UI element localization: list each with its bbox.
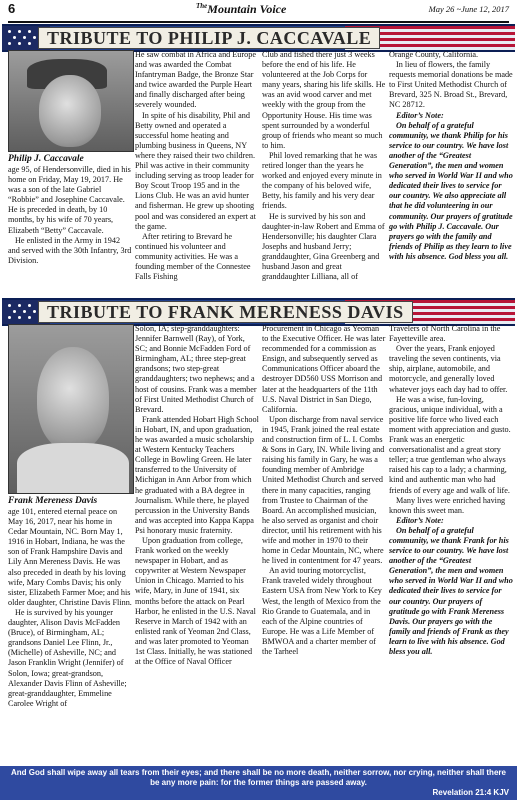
paragraph: Over the years, Frank enjoyed traveling the seven continents, via ship, airplane, automobile, and motorcycle, and generally loved whatever joys each day had to offer. [389, 344, 508, 394]
paragraph: Club and fished there just 3 weeks before the end of his life. He volunteered at the Job Corps for many years, sharing his life skills. He was an avid wood carver and met weekly with the group from the Opportunity House. His time was spent surrounded by a wonderful group of friends who meant so much to him. [262, 50, 386, 150]
paragraph: Procurement in Chicago as Yeoman to the Executive Officer. He was later recommended for a commission as Ensign, and subsequently served as Communications Officer aboard the destroyer DD560 USS Morrison and later at the headquarters of the 11th U.S. Naval District in San Diego, California. [262, 324, 386, 414]
paragraph: Upon discharge from naval service in 1945, Frank joined the real estate and construction firm of L. I. Combs & Sons in Gary, IN. While living and raising his family in Gary, he was a founding member of Ambridge United Methodist Church and served there in many capacities, ranging from Trustee to Chairman of the Board. An accomplished musician, he also served as organist and choir director, until his retirement with his wife and mother in 1970 to their home in Cedar Mountain, NC, where he lived in contentment for 47 years. [262, 414, 385, 566]
scripture-footer [0, 766, 517, 800]
page-number: 6 [8, 1, 16, 16]
header-rule [8, 21, 509, 23]
article2-column-1 [8, 324, 132, 709]
paragraph: Solon, IA; step-granddaughters: Jennifer Barnwell (Ray), of York, SC; and Bonnie McFadden Ford of Birmingham, AL; three step-great grandsons; two step-great granddaughters; two nephews; and a host of cousins. Frank was a member of First United Methodist Church of Brevard. [135, 324, 257, 414]
article2-column-2 [135, 324, 259, 667]
article1-column-3 [262, 50, 386, 282]
portrait-photo [8, 324, 134, 494]
paragraph: age 101, entered eternal peace on May 16, 2017, near his home in Cedar Mountain, NC. Born May 1, 1916 in Hobart, Indiana, he was the son of Frank Hampshire Davis and Lily Ann Mereness Davis. He was also preceded in death by his loving wife, Mary Combs Davis; his only sister, Elizabeth Farmer Moe; and his older daughter, Christine Davis Flinn. [8, 507, 132, 607]
article1-body [8, 50, 512, 298]
article1-banner [2, 24, 515, 52]
photo-caption: Philip J. Caccavale [8, 154, 84, 164]
paragraph: Phil loved remarking that he was retired longer than the years he worked and enjoyed every minute in the company of his beloved wife, Betty, his family and his very dear friends. [262, 150, 382, 211]
article2-banner [2, 298, 515, 326]
paragraph: He was a wise, fun-loving, gracious, unique individual, with a positive life force who lived each moment with appreciation and gusto. Frank was an energetic conversationalist and a great story teller; a true gentleman who always raised his cap to a lady; a charming, kind and authentic man who had friends of every age and walk of life. [389, 394, 511, 495]
paragraph: age 95, of Hendersonville, died in his home on Friday, May 19, 2017. He was a son of the late Gabriel “Robbie” and Josephine Caccavale. He is preceded in death, by 10 months, by his wife of 70 years, Elizabeth “Betty” Caccavale. [8, 165, 131, 235]
paragraph: Many lives were enriched having known this sweet man. [389, 495, 506, 515]
paragraph: Frank attended Hobart High School in Hobart, IN, and upon graduation, he was awarded a music scholarship at Western Kentucky Teachers College in Bowling Green. He later transferred to the University of Michigan in Ann Arbor from which he graduated with a BA degree in Journalism. While there, he played percussion in the University Bands and was accepted into Kappa Kappa Psi honorary music fraternity. [135, 414, 259, 535]
paragraph: He is survived by his son and daughter-in-law Robert and Emma of Hendersonville; his daughter Clara Josephs and husband Jerry; granddaughter, Gina Greenberg and husband Jason and great granddaughter Lilliana, all of [262, 211, 385, 282]
editors-note: On behalf of a grateful community, we thank Frank for his service to our country. We have lost another of the “Greatest Generation”, the men and women who served in World War II and who dedicated their lives to service for our country. Our prayers of gratitude go with Frank Mereness Davis. Our prayers go with the family and friends of Frank as they learn to live with his absence. God bless you all. [389, 525, 513, 656]
scripture-reference: Revelation 21:4 KJV [432, 788, 509, 797]
paragraph: An avid touring motorcyclist, Frank traveled widely throughout Eastern USA from New York to Key West, the length of Mexico from the Rio Grande to Guatemala, and in each of the Alpine countries of Europe. He was a Life Member of BMWOA and a charter member of the Tarheel [262, 566, 382, 656]
article2-column-3 [262, 324, 386, 657]
paragraph: He enlisted in the Army in 1942 and served with the 30th Infantry, 3rd Division. [8, 235, 132, 265]
portrait-photo [8, 50, 134, 152]
photo-caption: Frank Mereness Davis [8, 496, 98, 506]
paragraph: He is survived by his younger daughter, Alison Davis McFadden (Bruce), of Birmingham, AL; grandsons Daniel Lee Flinn, Jr., (Michelle) of Asheville, NC; and Jason Franklin Wright (Jennifer) of Solon, Iowa; great-grandson, Alexander Davis Flinn of Asheville; great-granddaughter, Emmeline Carolee Wright of [8, 607, 127, 708]
page-header [0, 0, 517, 24]
editors-note-heading: Editor’s Note: [396, 515, 444, 525]
article2-column-4 [389, 324, 513, 657]
paragraph: After retiring to Brevard he continued his volunteer and community activities. He was a founding member of the Connestee Falls Fishing [135, 231, 251, 282]
article1-column-2 [135, 50, 259, 282]
editors-note: On behalf of a grateful community, we thank Philip for his service to our country. We have lost another of the “Greatest Generation”, the men and women who served in World War II and who dedicated their lives to service for our country. We also appreciate all that he did volunteering in our community. Our prayers of gratitude go with Philip J. Caccavale. Our prayers go with the family and friends of Philip as they learn to live with his absence. God bless you all. [389, 120, 513, 261]
editors-note-heading: Editor’s Note: [396, 110, 444, 120]
paragraph: Travelers of North Carolina in the Fayetteville area. [389, 324, 501, 344]
paragraph: Upon graduation from college, Frank worked on the weekly newspaper in Hobart, and as copywriter at Western Newspaper Union in Chicago. Married to his wife, Mary, in June of 1941, six months before the attack on Pearl Harbor, he enlisted in the U.S. Naval Reserve in March of 1942 with an enlisted rank of Yeoman 2nd Class, and was later promoted to Yeoman 1st Class. Initially, he was stationed at the Office of Naval Officer [135, 535, 256, 667]
masthead: $^{The}$Mountain Voice [196, 2, 287, 16]
dateline: May 26 ~June 12, 2017 [428, 4, 509, 14]
scripture-verse: And God shall wipe away all tears from their eyes; and there shall be no more death, neither sorrow, nor crying, neither shall there be any more pain: for the former things are passed away. [11, 768, 506, 787]
paragraph: In spite of his disability, Phil and Betty owned and operated a successful home heating and plumbing business in Queens, NY where they raised their two children. Phil was active in their community including serving as troop leader for Boy Scout Troop 195 and in the Lions Club. He was an avid hunter and fisherman. He grew up shooting pool and was considered an expert at the game. [135, 110, 256, 231]
article1-title: TRIBUTE TO PHILIP J. CACCAVALE [38, 27, 380, 49]
paragraph: In lieu of flowers, the family requests memorial donations be made to First United Methodist Church of Brevard, 325 N. Broad St., Brevard, NC 28712. [389, 60, 513, 110]
article2-title: TRIBUTE TO FRANK MERENESS DAVIS [38, 301, 413, 323]
paragraph: Orange County, California. [389, 50, 479, 59]
article1-column-4 [389, 50, 513, 262]
paragraph: He saw combat in Africa and Europe and was awarded the Combat Infantryman Badge, the Bronze Star and twice awarded the Purple Heart and finally discharged after being severely wounded. [135, 50, 256, 110]
article1-column-1 [8, 50, 132, 266]
article2-body [8, 324, 512, 764]
